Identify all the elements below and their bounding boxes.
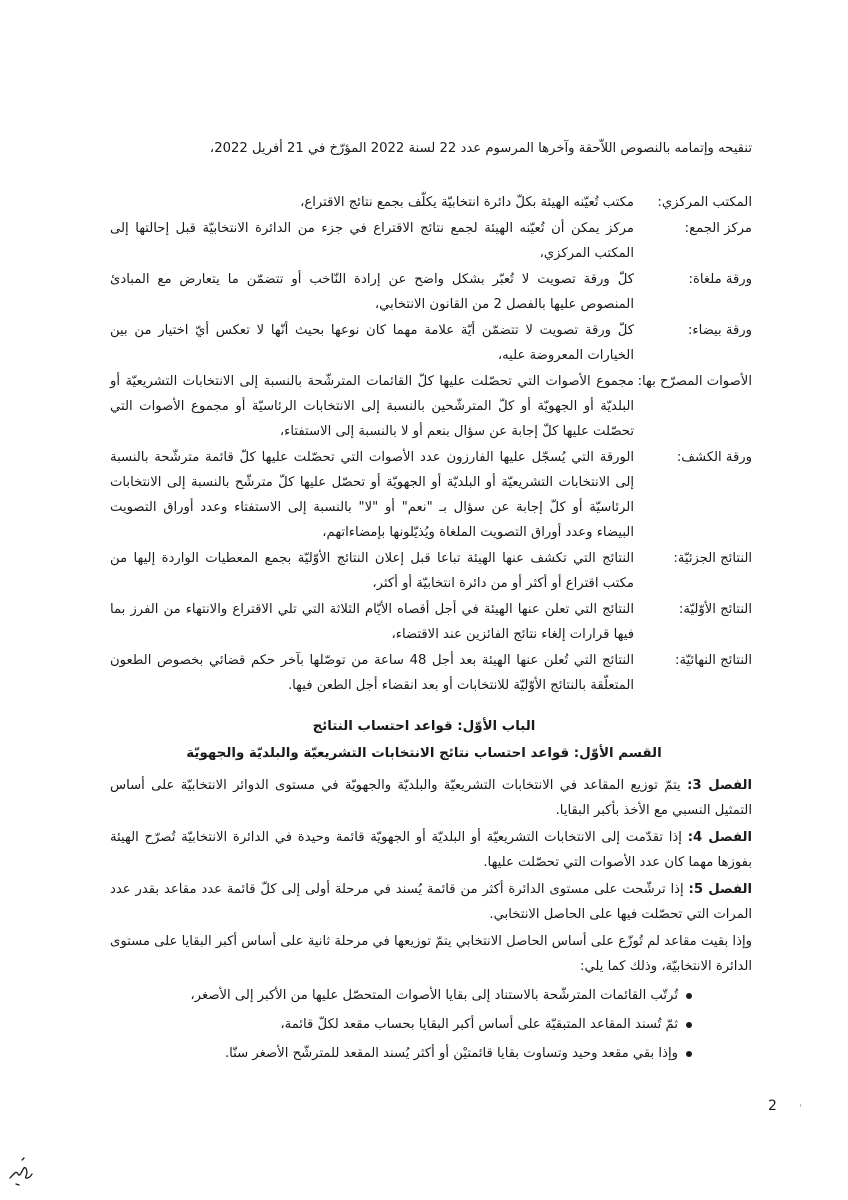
- definition-term: ورقة ملغاة:: [688, 272, 752, 287]
- chapter-label: الفصل 4:: [687, 830, 753, 845]
- definition-term: النتائج الجزئيّة:: [673, 551, 752, 566]
- bullet-item: تُرتّب القائمات المترشّحة بالاستناد إلى بقايا الأصوات المتحصّل عليها من الأكبر إلى الأصغر،: [110, 983, 692, 1008]
- page-number: 2: [768, 1098, 777, 1114]
- definition-desc: مركز يمكن أن تُعيّنه الهيئة لجمع نتائج الاقتراع في جزء من الدائرة الانتخابيّة قبل إحالتها إلى المكتب المركزي،: [110, 221, 634, 261]
- definition-row: [110, 318, 752, 368]
- chapter-5: [110, 877, 752, 927]
- scan-mark: [800, 1104, 801, 1107]
- chapter-text: إذا ترشّحت على مستوى الدائرة أكثر من قائمة يُسند في مرحلة أولى إلى كلّ قائمة عدد مقاعد بقدر عدد المرات التي تحصّلت فيها على الحاصل الانتخابي.: [110, 882, 752, 922]
- definition-row: [110, 648, 752, 698]
- definition-desc: كلّ ورقة تصويت لا تتضمّن أيّة علامة مهما كان نوعها بحيث أنّها لا تعكس أيّ اختيار من بين الخيارات المعروضة عليه،: [110, 323, 634, 363]
- chapters-body: [110, 773, 752, 1070]
- definition-term: المكتب المركزي:: [657, 195, 752, 210]
- definition-term: ورقة الكشف:: [676, 450, 752, 465]
- bullet-list: [110, 983, 752, 1066]
- definition-desc: النتائج التي تُعلن عنها الهيئة بعد أجل 48 ساعة من توصّلها بآخر حكم قضائي بخصوص الطعون المتعلّقة بالنتائج الأوّليّة للانتخابات أو بعد انقضاء أجل الطعن فيها.: [110, 653, 634, 693]
- chapter-label: الفصل 3:: [687, 778, 752, 793]
- chapter-text: يتمّ توزيع المقاعد في الانتخابات التشريعيّة والبلديّة والجهويّة في مستوى الدوائر الانتخابيّة على أساس التمثيل النسبي مع الأخذ بأكبر البقايا.: [110, 778, 752, 818]
- definition-term: النتائج الأوّليّة:: [678, 602, 752, 617]
- chapter-4: [110, 825, 752, 875]
- definition-desc: الورقة التي يُسجّل عليها الفارزون عدد الأصوات التي تحصّلت عليها كلّ قائمة مترشّحة بالنسبة إلى الانتخابات التشريعيّة أو البلديّة أو الجهويّة أو تحصّل عليها كلّ مترشّح بالنسبة إلى الانتخابات الرئاسيّة أو كلّ إجابة عن سؤال بـ "نعم" أو "لا" بالنسبة إلى الاستفتاء وعدد أوراق التصويت البيضاء وعدد أوراق التصويت الملغاة ويُذيّلونها بإمضاءاتهم،: [110, 450, 634, 540]
- definition-term: الأصوات المصرّح بها:: [637, 374, 752, 389]
- definition-row: [110, 190, 752, 215]
- chapter-label: الفصل 5:: [688, 882, 752, 897]
- definition-term: النتائج النهائيّة:: [675, 653, 752, 668]
- definition-desc: النتائج التي تكشف عنها الهيئة تباعا قبل إعلان النتائج الأوّليّة بجمع المعطيات الواردة إليها من مكتب اقتراع أو أكثر أو من دائرة انتخابيّة أو أكثر،: [110, 551, 634, 591]
- intro-text: تنقيحه وإتمامه بالنصوص اللاّحقة وآخرها المرسوم عدد 22 لسنة 2022 المؤرّخ في 21 أفريل 2022،: [209, 141, 752, 156]
- handwritten-signature: [6, 1148, 36, 1188]
- intro-paragraph: [110, 136, 752, 163]
- definition-row: [110, 216, 752, 266]
- chapter-text: إذا تقدّمت إلى الانتخابات التشريعيّة أو البلديّة أو الجهويّة قائمة وحيدة في الدائرة الانتخابيّة تُصرّح الهيئة بفوزها مهما كان عدد الأصوات التي تحصّلت عليها.: [110, 830, 752, 870]
- definition-desc: كلّ ورقة تصويت لا تُعبّر بشكل واضح عن إرادة النّاخب أو تتضمّن ما يتعارض مع المبادئ المنصوص عليها بالفصل 2 من القانون الانتخابي،: [110, 272, 634, 312]
- continuation-paragraph: وإذا بقيت مقاعد لم تُوزّع على أساس الحاصل الانتخابي يتمّ توزيعها في مرحلة ثانية على أساس أكبر البقايا على مستوى الدائرة الانتخابيّة، وذلك كما يلي:: [110, 934, 752, 974]
- chapter-3: [110, 773, 752, 823]
- definition-row: [110, 546, 752, 596]
- definition-row: [110, 369, 752, 444]
- definition-row: [110, 445, 752, 545]
- definition-row: [110, 597, 752, 647]
- bullet-item: وإذا بقي مقعد وحيد وتساوت بقايا قائمتيْن أو أكثر يُسند المقعد للمترشّح الأصغر سنّا.: [110, 1041, 692, 1066]
- section-heading: القسم الأوّل: قواعد احتساب نتائج الانتخابات التشريعيّة والبلديّة والجهويّة: [186, 746, 662, 761]
- definition-row: [110, 267, 752, 317]
- definition-desc: مجموع الأصوات التي تحصّلت عليها كلّ القائمات المترشّحة بالنسبة إلى الانتخابات التشريعيّة أو البلديّة أو الجهويّة أو كلّ المترشّحين بالنسبة إلى الانتخابات الرئاسيّة أو مجموع الأصوات التي تحصّلت عليها كلّ إجابة عن سؤال بنعم أو لا بالنسبة إلى الاستفتاء،: [110, 374, 634, 439]
- definition-desc: مكتب تُعيّنه الهيئة بكلّ دائرة انتخابيّة يكلّف بجمع نتائج الاقتراع،: [300, 195, 634, 210]
- definition-term: ورقة بيضاء:: [687, 323, 752, 338]
- part-heading: الباب الأوّل: قواعد احتساب النتائج: [312, 719, 536, 734]
- definition-term: مركز الجمع:: [684, 221, 752, 236]
- definitions-list: [110, 190, 752, 699]
- definition-desc: النتائج التي تعلن عنها الهيئة في أجل أقصاه الأيّام الثلاثة التي تلي الاقتراع والانتهاء من الفرز بما فيها قرارات إلغاء نتائج الفائزين عند الاقتضاء،: [110, 602, 634, 642]
- bullet-item: ثمّ تُسند المقاعد المتبقيّة على أساس أكبر البقايا بحساب مقعد لكلّ قائمة،: [110, 1012, 692, 1037]
